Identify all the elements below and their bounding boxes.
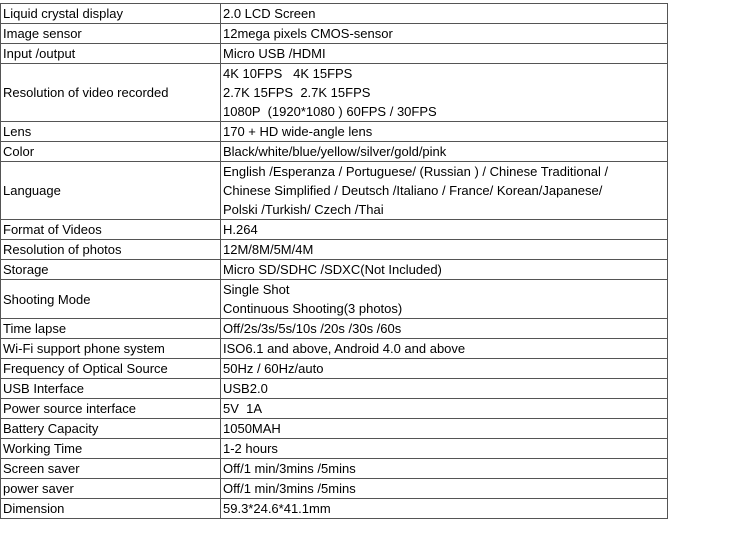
- spec-value: [221, 4, 668, 24]
- spec-label: Color: [1, 142, 221, 162]
- spec-value-line: 2.0 LCD Screen: [223, 6, 316, 21]
- spec-label: Screen saver: [1, 459, 221, 479]
- table-row: [1, 122, 668, 142]
- table-row: [1, 280, 668, 319]
- spec-value-line: English /Esperanza / Portuguese/ (Russian ) / Chinese Traditional /: [223, 164, 609, 179]
- table-row: [1, 4, 668, 24]
- spec-value-line: 12M/8M/5M/4M: [223, 242, 314, 257]
- spec-table: [0, 3, 668, 519]
- spec-label: Resolution of photos: [1, 240, 221, 260]
- spec-value: [221, 319, 668, 339]
- table-row: [1, 379, 668, 399]
- spec-label: Language: [1, 162, 221, 220]
- spec-label: Working Time: [1, 439, 221, 459]
- table-row: [1, 439, 668, 459]
- spec-label: Resolution of video recorded: [1, 64, 221, 122]
- spec-value: [221, 122, 668, 142]
- spec-value: [221, 359, 668, 379]
- spec-value-line: 12mega pixels CMOS-sensor: [223, 26, 393, 41]
- spec-value-line: 170 + HD wide-angle lens: [223, 124, 373, 139]
- spec-value-line: 1080P (1920*1080 ) 60FPS / 30FPS: [223, 104, 437, 119]
- spec-value-line: Chinese Simplified / Deutsch /Italiano / France/ Korean/Japanese/: [223, 183, 603, 198]
- table-row: [1, 459, 668, 479]
- spec-value: [221, 339, 668, 359]
- table-row: [1, 220, 668, 240]
- spec-value: [221, 24, 668, 44]
- spec-value-line: Micro USB /HDMI: [223, 46, 326, 61]
- spec-label: Shooting Mode: [1, 280, 221, 319]
- spec-value-line: Micro SD/SDHC /SDXC(Not Included): [223, 262, 442, 277]
- table-row: [1, 499, 668, 519]
- spec-label: Battery Capacity: [1, 419, 221, 439]
- table-row: [1, 142, 668, 162]
- table-row: [1, 339, 668, 359]
- spec-label: power saver: [1, 479, 221, 499]
- spec-value: [221, 220, 668, 240]
- spec-value: [221, 240, 668, 260]
- table-row: [1, 359, 668, 379]
- spec-value: [221, 44, 668, 64]
- table-row: [1, 479, 668, 499]
- spec-value-line: Off/2s/3s/5s/10s /20s /30s /60s: [223, 321, 402, 336]
- spec-value-line: USB2.0: [223, 381, 268, 396]
- spec-value-line: ISO6.1 and above, Android 4.0 and above: [223, 341, 466, 356]
- table-row: [1, 319, 668, 339]
- spec-value: [221, 399, 668, 419]
- spec-value-line: Off/1 min/3mins /5mins: [223, 461, 356, 476]
- spec-value: [221, 260, 668, 280]
- spec-value: [221, 64, 668, 122]
- spec-value: [221, 379, 668, 399]
- table-row: [1, 419, 668, 439]
- table-row: [1, 240, 668, 260]
- table-row: [1, 24, 668, 44]
- spec-value-line: 1-2 hours: [223, 441, 278, 456]
- spec-table-body: [1, 4, 668, 519]
- spec-label: Format of Videos: [1, 220, 221, 240]
- spec-value-line: Off/1 min/3mins /5mins: [223, 481, 356, 496]
- table-row: [1, 399, 668, 419]
- spec-label: Lens: [1, 122, 221, 142]
- spec-label: Wi-Fi support phone system: [1, 339, 221, 359]
- spec-value-line: 59.3*24.6*41.1mm: [223, 501, 331, 516]
- spec-value-line: Black/white/blue/yellow/silver/gold/pink: [223, 144, 447, 159]
- spec-value-line: Continuous Shooting(3 photos): [223, 301, 403, 316]
- spec-value: [221, 499, 668, 519]
- spec-value: [221, 419, 668, 439]
- spec-value-line: 50Hz / 60Hz/auto: [223, 361, 324, 376]
- spec-value: [221, 142, 668, 162]
- spec-value: [221, 162, 668, 220]
- table-row: [1, 162, 668, 220]
- table-row: [1, 44, 668, 64]
- spec-value: [221, 459, 668, 479]
- spec-label: Frequency of Optical Source: [1, 359, 221, 379]
- spec-label: Dimension: [1, 499, 221, 519]
- spec-value-line: Polski /Turkish/ Czech /Thai: [223, 202, 384, 217]
- spec-label: Storage: [1, 260, 221, 280]
- spec-value: [221, 479, 668, 499]
- spec-label: USB Interface: [1, 379, 221, 399]
- table-row: [1, 64, 668, 122]
- spec-value-line: 5V 1A: [223, 401, 263, 416]
- spec-label: Time lapse: [1, 319, 221, 339]
- spec-label: Input /output: [1, 44, 221, 64]
- spec-label: Liquid crystal display: [1, 4, 221, 24]
- spec-value-line: 2.7K 15FPS 2.7K 15FPS: [223, 85, 371, 100]
- spec-value-line: H.264: [223, 222, 258, 237]
- spec-label: Image sensor: [1, 24, 221, 44]
- spec-value: [221, 280, 668, 319]
- spec-label: Power source interface: [1, 399, 221, 419]
- spec-value-line: 4K 10FPS 4K 15FPS: [223, 66, 353, 81]
- spec-value-line: 1050MAH: [223, 421, 281, 436]
- table-row: [1, 260, 668, 280]
- spec-value: [221, 439, 668, 459]
- spec-value-line: Single Shot: [223, 282, 290, 297]
